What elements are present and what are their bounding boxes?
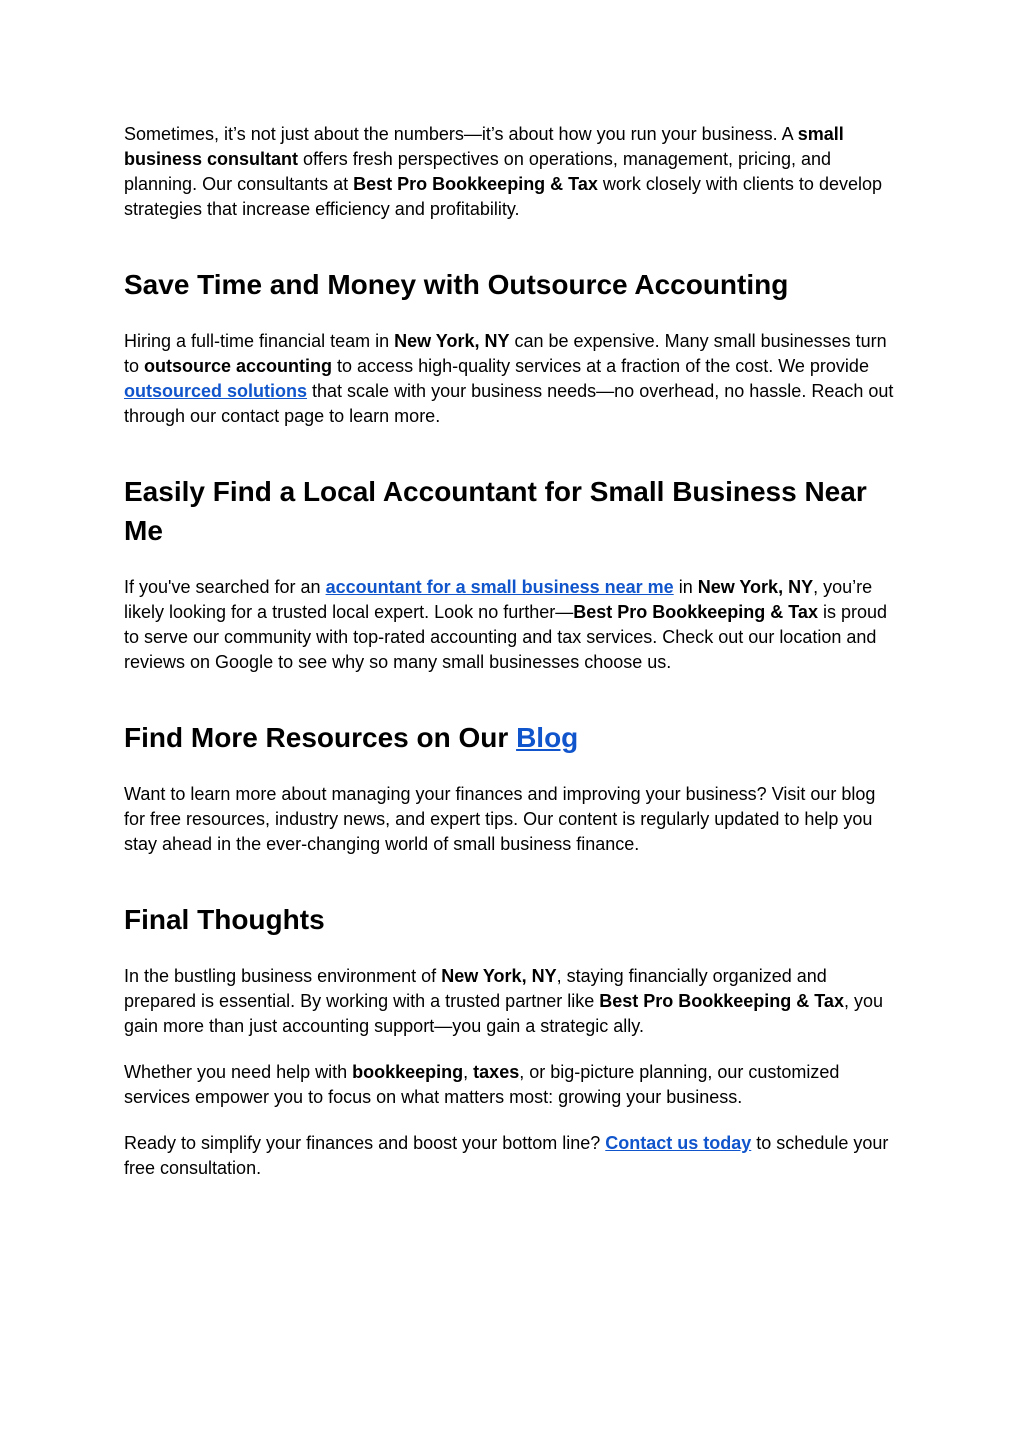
heading-final-thoughts: Final Thoughts xyxy=(124,904,325,935)
contact-us-link[interactable]: Contact us today xyxy=(605,1133,752,1153)
final-paragraph-1 xyxy=(124,964,894,1039)
final-paragraph-2 xyxy=(124,1060,894,1110)
final-p1-text-3: , you gain more than just accounting support—you gain a strategic ally. xyxy=(124,991,883,1036)
final-p1-text-1: In the bustling business environment of xyxy=(124,966,442,986)
intro-text-2: offers fresh perspectives on operations, management, pricing, and planning. Our consultants at xyxy=(124,149,832,194)
outsource-text-1: Hiring a full-time financial team in xyxy=(124,331,395,351)
intro-paragraph xyxy=(124,122,894,222)
document-page xyxy=(124,122,894,1181)
final-p2-bold-taxes: taxes xyxy=(473,1062,520,1082)
local-text-4: is proud to serve our community with top-rated accounting and tax services. Check out our location and reviews on Google to see why so many small businesses choose us. xyxy=(124,602,888,672)
final-paragraph-3 xyxy=(124,1131,894,1181)
final-p2-text-2: , xyxy=(463,1062,474,1082)
final-p3-text-2: to schedule your free consultation. xyxy=(124,1133,889,1178)
outsource-paragraph xyxy=(124,329,894,429)
final-p1-bold-company: Best Pro Bookkeeping & Tax xyxy=(599,991,844,1011)
intro-bold-consultant: small business consultant xyxy=(124,124,844,169)
outsource-text-4: that scale with your business needs—no overhead, no hassle. Reach out through our contact page to learn more. xyxy=(124,381,894,426)
blog-paragraph: Want to learn more about managing your finances and improving your business? Visit our blog for free resources, industry news, and expert tips. Our content is regularly updated to help you stay ahead in the ever-changing world of small business finance. xyxy=(124,784,876,854)
final-p1-bold-location: New York, NY xyxy=(441,966,557,986)
final-p2-text-1: Whether you need help with xyxy=(124,1062,353,1082)
local-text-2: in xyxy=(673,577,698,597)
intro-text-3: work closely with clients to develop strategies that increase efficiency and profitability. xyxy=(124,174,882,219)
outsource-text-3: to access high-quality services at a fraction of the cost. We provide xyxy=(332,356,869,376)
outsource-text-2: can be expensive. Many small businesses turn to xyxy=(124,331,887,376)
local-bold-company: Best Pro Bookkeeping & Tax xyxy=(573,602,818,622)
intro-bold-company: Best Pro Bookkeeping & Tax xyxy=(353,174,598,194)
final-p3-text-1: Ready to simplify your finances and boost your bottom line? xyxy=(124,1133,606,1153)
outsourced-solutions-link[interactable]: outsourced solutions xyxy=(124,381,308,401)
final-p1-text-2: , staying financially organized and prepared is essential. By working with a trusted partner like xyxy=(124,966,827,1011)
heading-outsource-accounting: Save Time and Money with Outsource Accounting xyxy=(124,269,789,300)
outsource-bold-location: New York, NY xyxy=(394,331,510,351)
local-text-1: If you've searched for an xyxy=(124,577,326,597)
local-bold-location: New York, NY xyxy=(697,577,814,597)
local-text-3: , you’re likely looking for a trusted local expert. Look no further— xyxy=(124,577,873,622)
outsource-bold-term: outsource accounting xyxy=(144,356,333,376)
heading-local-accountant: Easily Find a Local Accountant for Small Business Near Me xyxy=(124,476,867,546)
intro-text-1: Sometimes, it’s not just about the numbers—it’s about how you run your business. A xyxy=(124,124,798,144)
blog-link[interactable]: Blog xyxy=(516,722,579,753)
heading-blog-resources xyxy=(124,718,894,757)
accountant-near-me-link[interactable]: accountant for a small business near me xyxy=(325,577,674,597)
blog-heading-text: Find More Resources on Our xyxy=(124,722,517,753)
final-p2-bold-bookkeeping: bookkeeping xyxy=(352,1062,464,1082)
final-p2-text-3: , or big-picture planning, our customized services empower you to focus on what matters most: growing your business. xyxy=(124,1062,840,1107)
local-paragraph xyxy=(124,575,894,675)
